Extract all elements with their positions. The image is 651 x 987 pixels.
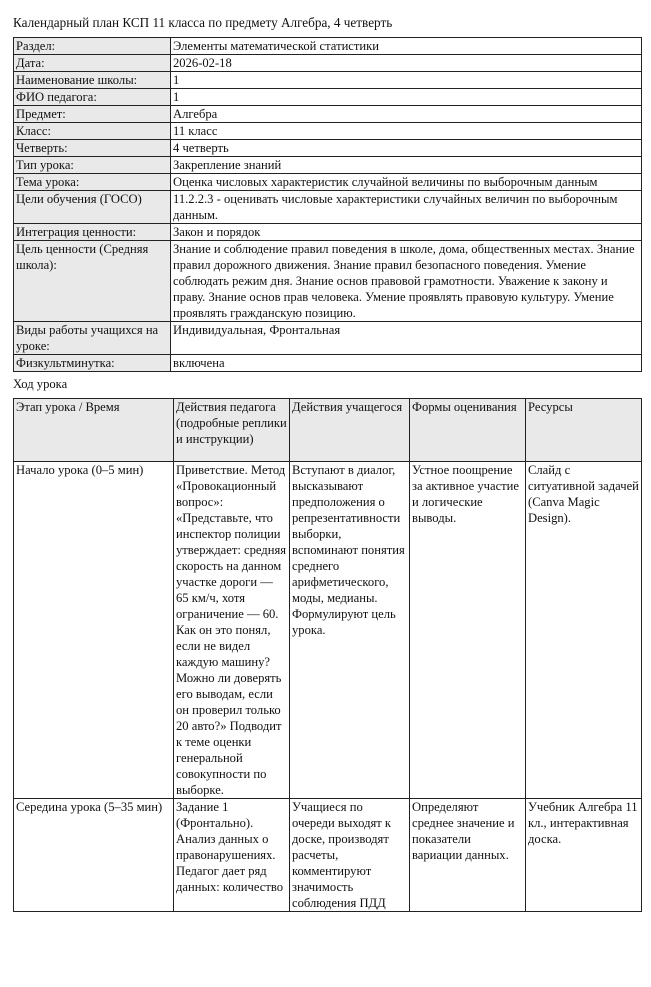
info-label: Тип урока: <box>14 157 171 174</box>
info-value: 4 четверть <box>171 140 642 157</box>
info-value: Закон и порядок <box>171 224 642 241</box>
info-label: ФИО педагога: <box>14 89 171 106</box>
stage-cell: Начало урока (0–5 мин) <box>14 462 174 799</box>
info-row <box>14 140 642 157</box>
lesson-flow-heading: Ход урока <box>13 377 68 391</box>
info-label: Виды работы учащихся на уроке: <box>14 322 171 355</box>
info-label: Тема урока: <box>14 174 171 191</box>
info-row <box>14 106 642 123</box>
info-value: 2026-02-18 <box>171 55 642 72</box>
info-row <box>14 38 642 55</box>
lesson-stage-row <box>14 462 642 799</box>
info-row <box>14 55 642 72</box>
lesson-stage-row <box>14 799 642 912</box>
info-value: Оценка числовых характеристик случайной величины по выборочным данным <box>171 174 642 191</box>
info-row <box>14 174 642 191</box>
info-value: 1 <box>171 89 642 106</box>
lesson-info-body <box>14 38 642 372</box>
info-row <box>14 322 642 355</box>
info-row <box>14 355 642 372</box>
info-row <box>14 191 642 224</box>
info-value: Знание и соблюдение правил поведения в школе, дома, общественных местах. Знание правил дорожного движения. Знание правил безопасного поведения. Умение соблюдать режим дня. Знание основ правовой грамотности. Уважение к закону и праву. Знание основ прав человека. Умение проявлять правовую культуру. Умение проявлять гражданскую позицию. <box>171 241 642 322</box>
info-value: Индивидуальная, Фронтальная <box>171 322 642 355</box>
student-actions-cell: Учащиеся по очереди выходят к доске, производят расчеты, комментируют значимость соблюдения ПДД <box>290 799 410 912</box>
info-value: включена <box>171 355 642 372</box>
info-label: Класс: <box>14 123 171 140</box>
info-value: 11.2.2.3 - оценивать числовые характеристики случайных величин по выборочным данным. <box>171 191 642 224</box>
lesson-flow-table <box>13 398 642 912</box>
stage-cell: Середина урока (5–35 мин) <box>14 799 174 912</box>
info-row <box>14 72 642 89</box>
header-assessment: Формы оценивания <box>410 399 526 462</box>
info-row <box>14 89 642 106</box>
header-student-actions: Действия учащегося <box>290 399 410 462</box>
info-value: Алгебра <box>171 106 642 123</box>
info-label: Дата: <box>14 55 171 72</box>
document-title: Календарный план КСП 11 класса по предмету Алгебра, 4 четверть <box>13 15 393 30</box>
assessment-cell: Определяют среднее значение и показатели вариации данных. <box>410 799 526 912</box>
info-label: Цели обучения (ГОСО) <box>14 191 171 224</box>
header-teacher-actions: Действия педагога (подробные реплики и инструкции) <box>174 399 290 462</box>
resources-cell: Слайд с ситуативной задачей (Canva Magic Design). <box>526 462 642 799</box>
lesson-info-table <box>13 37 642 372</box>
info-label: Цель ценности (Средняя школа): <box>14 241 171 322</box>
info-label: Интеграция ценности: <box>14 224 171 241</box>
info-value: 11 класс <box>171 123 642 140</box>
info-label: Раздел: <box>14 38 171 55</box>
teacher-actions-cell: Приветствие. Метод «Провокационный вопрос»: «Представьте, что инспектор полиции утверждает: средняя скорость на данном участке дороги — 65 км/ч, хотя ограничение — 60. Как он это понял, если не видел каждую машину? Можно ли доверять его выводам, если он проверил только 20 авто?» Подводит к теме оценки генеральной совокупности по выборке. <box>174 462 290 799</box>
info-value: Закрепление знаний <box>171 157 642 174</box>
info-label: Наименование школы: <box>14 72 171 89</box>
teacher-actions-cell: Задание 1 (Фронтально). Анализ данных о правонарушениях. Педагог дает ряд данных: количество <box>174 799 290 912</box>
info-row <box>14 123 642 140</box>
header-stage: Этап урока / Время <box>14 399 174 462</box>
lesson-flow-body <box>14 462 642 912</box>
info-row <box>14 157 642 174</box>
info-row <box>14 224 642 241</box>
lesson-flow-header-row <box>14 399 642 462</box>
resources-cell: Учебник Алгебра 11 кл., интерактивная доска. <box>526 799 642 912</box>
info-label: Четверть: <box>14 140 171 157</box>
info-value: 1 <box>171 72 642 89</box>
info-value: Элементы математической статистики <box>171 38 642 55</box>
header-resources: Ресурсы <box>526 399 642 462</box>
assessment-cell: Устное поощрение за активное участие и логические выводы. <box>410 462 526 799</box>
info-label: Физкультминутка: <box>14 355 171 372</box>
info-row <box>14 241 642 322</box>
info-label: Предмет: <box>14 106 171 123</box>
student-actions-cell: Вступают в диалог, высказывают предположения о репрезентативности выборки, вспоминают понятия среднего арифметического, моды, медианы. Формулируют цель урока. <box>290 462 410 799</box>
